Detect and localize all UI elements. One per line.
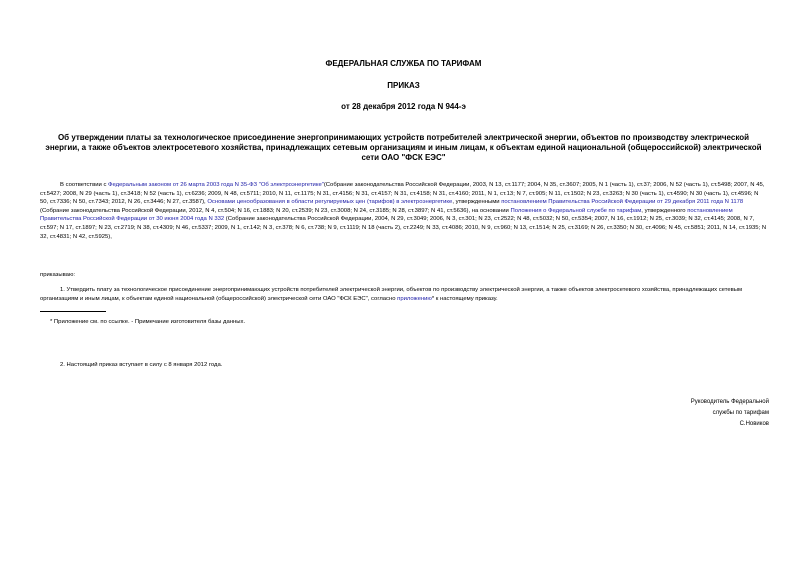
basis-text-4: (Собрание законодательства Российской Федерации, 2012, N 4, ст.504; N 16, ст.1883; N 20, ст.2539; N 23, ст.3008; N 24, ст.3185; N 28, ст.3897; N 41, ст.5636), на основании [40, 207, 511, 214]
basis-text-3: , утвержденными [452, 199, 502, 206]
orders-word: приказываю: [40, 272, 76, 278]
basis-text-1: В соответствии с [60, 182, 109, 188]
basis-text-5: , утвержденного [641, 207, 688, 214]
signature-name: С.Новиков [739, 421, 769, 427]
doc-type-heading: ПРИКАЗ [387, 81, 420, 90]
item1-text-1: 1. Утвердить плату за технологическое присоединение энергопринимающих устройств потребителей электрической энергии, объектов по производству электрической энергии, а также объектов электросетевого хозяйства, принадлежащих сетевым организациям и иным лицам, к объектам единой национальной (общероссийской) электрической сети ОАО "ФСК ЕЭС", согласно [40, 287, 743, 302]
government-decree-1178-link[interactable]: постановлением Правительства Российской Федерации от 29 декабря 2011 года N 1178 [501, 199, 744, 206]
footnote-text: * Приложение см. по ссылке. - Примечание изготовителя базы данных. [50, 319, 246, 325]
agency-heading: ФЕДЕРАЛЬНАЯ СЛУЖБА ПО ТАРИФАМ [325, 59, 482, 68]
appendix-link[interactable]: приложению [397, 295, 432, 302]
item1-text-2: * к настоящему приказу. [431, 295, 498, 302]
item-2-paragraph: 2. Настоящий приказ вступает в силу с 8 января 2012 года. [60, 362, 223, 368]
pricing-basics-link[interactable]: Основами ценообразования в области регулируемых цен (тарифов) в электроэнергетике [207, 199, 453, 206]
signature-position-line2: службы по тарифам [712, 410, 769, 416]
signature-position-line1: Руководитель Федеральной [690, 399, 769, 405]
fst-regulation-link[interactable]: Положения о Федеральной службе по тарифам [510, 207, 642, 214]
legal-basis-paragraph [40, 181, 768, 241]
basis-text-6: (Собрание законодательства Российской Федерации, 2004, N 29, ст.3049; 2006, N 3, ст.301; N 23, ст.2522; N 48, ст.5032; N 50, ст.5354; 2007, N 16, ст.1912; N 25, ст.3039; N 32, ст.4145; 2008, N 7, ст.597; N 17, ст.1897; N 23, ст.2719; N 38, ст.4309; N 46, ст.5337; 2009, N 1, ст.142; N 3, ст.378; N 6, ст.738; N 9, ст.1119; N 18 (часть 2), ст.2249; N 33, ст.4086; 2010, N 9, ст.960; N 13, ст.1514; N 25, ст.3169; N 26, ст.3350; N 30, ст.4096; N 45, ст.5851; 2011, N 14, ст.1935; N 32, ст.4831; N 42, ст.5925), [40, 216, 767, 240]
government-decree-332-link[interactable]: постановлением Правительства Российской Федерации от 30 июня 2004 года N 332 [40, 207, 733, 223]
date-number-heading: от 28 декабря 2012 года N 944-э [341, 102, 466, 111]
item-1-paragraph [40, 286, 768, 303]
footnote-divider [40, 311, 106, 312]
basis-text-2: (Собрание законодательства Российской Федерации, 2003, N 13, ст.1177; 2004, N 35, ст.3607; 2005, N 1 (часть 1), ст.37; 2006, N 52 (часть 1), ст.5498; 2007, N 45, ст.5427; 2008, N 29 (часть 1), ст.3418; N 52 (часть 1), ст.6236; 2009, N 48, ст.5711; 2010, N 11, ст.1175; N 31, ст.4156; N 31, ст.4157; N 31, ст.4158; N 31, ст.4160; 2011, N 1, ст.13; N 7, ст.905; N 11, ст.1502; N 23, ст.3263; N 30 (часть 1), ст.4590; N 30 (часть 1), ст.4596; N 50, ст.7336; N 50, ст.7343; 2012, N 26, ст.3446; N 27, ст.3587), [40, 182, 765, 206]
federal-law-link[interactable]: Федеральным законом от 26 марта 2003 года N 35-ФЗ "Об электроэнергетике" [108, 182, 324, 188]
document-title: Об утверждении платы за технологическое присоединение энергопринимающих устройств потребителей электрической энергии, объектов по производству электрической энергии, а также объектов электросетевого хозяйства, принадлежащих сетевым организациям и иным лицам, к объектам единой национальной (общероссийской) электрической сети ОАО "ФСК ЕЭС" [45, 133, 762, 162]
